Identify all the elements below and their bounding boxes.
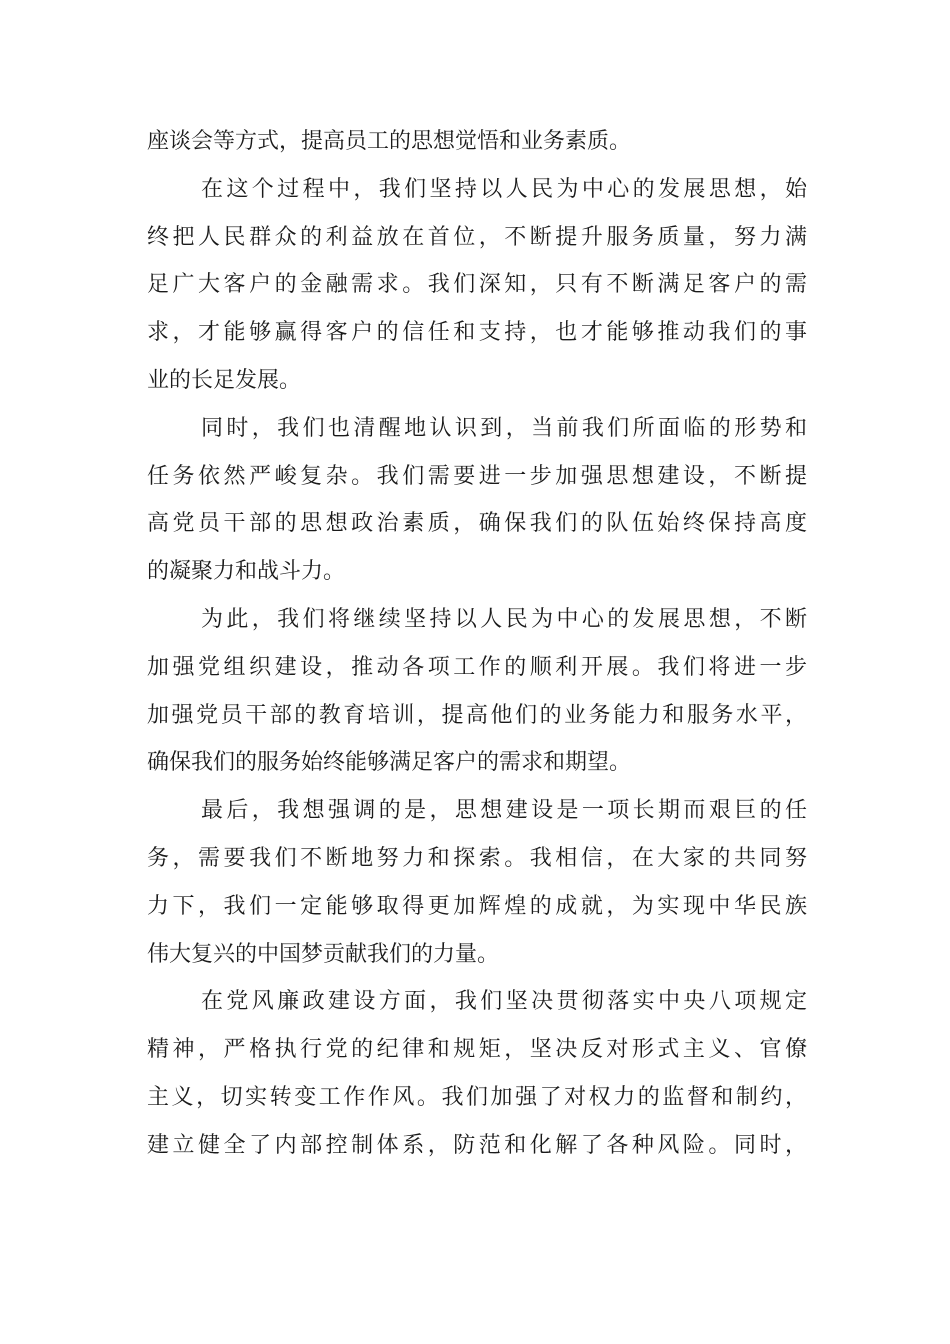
text-line: 同时，我们也清醒地认识到，当前我们所面临的形势和 xyxy=(201,415,807,441)
text-line: 终把人民群众的利益放在首位，不断提升服务质量，努力满 xyxy=(147,224,807,250)
text-line: 精神，严格执行党的纪律和规矩，坚决反对形式主义、官僚 xyxy=(147,1037,807,1063)
text-line: 加强党员干部的教育培训，提高他们的业务能力和服务水平， xyxy=(147,702,807,728)
text-line: 为此，我们将继续坚持以人民为中心的发展思想，不断 xyxy=(201,606,807,632)
text-line: 确保我们的服务始终能够满足客户的需求和期望。 xyxy=(147,750,632,776)
text-line: 建立健全了内部控制体系，防范和化解了各种风险。同时， xyxy=(147,1132,807,1158)
text-line: 加强党组织建设，推动各项工作的顺利开展。我们将进一步 xyxy=(147,654,807,680)
text-line: 足广大客户的金融需求。我们深知，只有不断满足客户的需 xyxy=(147,272,807,298)
text-line: 伟大复兴的中国梦贡献我们的力量。 xyxy=(147,941,500,967)
text-line: 在这个过程中，我们坚持以人民为中心的发展思想，始 xyxy=(201,176,807,202)
text-line: 座谈会等方式，提高员工的思想觉悟和业务素质。 xyxy=(147,129,632,154)
text-line: 求，才能够赢得客户的信任和支持，也才能够推动我们的事 xyxy=(147,320,807,346)
text-line: 最后，我想强调的是，思想建设是一项长期而艰巨的任 xyxy=(201,798,807,824)
text-line: 务，需要我们不断地努力和探索。我相信，在大家的共同努 xyxy=(147,845,807,871)
text-line: 业的长足发展。 xyxy=(147,367,302,393)
text-line: 高党员干部的思想政治素质，确保我们的队伍始终保持高度 xyxy=(147,511,807,537)
document-body xyxy=(147,118,807,1170)
text-line: 在党风廉政建设方面，我们坚决贯彻落实中央八项规定 xyxy=(201,989,807,1015)
text-line: 主义，切实转变工作作风。我们加强了对权力的监督和制约， xyxy=(147,1084,807,1110)
text-line: 任务依然严峻复杂。我们需要进一步加强思想建设，不断提 xyxy=(147,463,807,489)
text-line: 力下，我们一定能够取得更加辉煌的成就，为实现中华民族 xyxy=(147,893,807,919)
text-line: 的凝聚力和战斗力。 xyxy=(147,559,346,585)
